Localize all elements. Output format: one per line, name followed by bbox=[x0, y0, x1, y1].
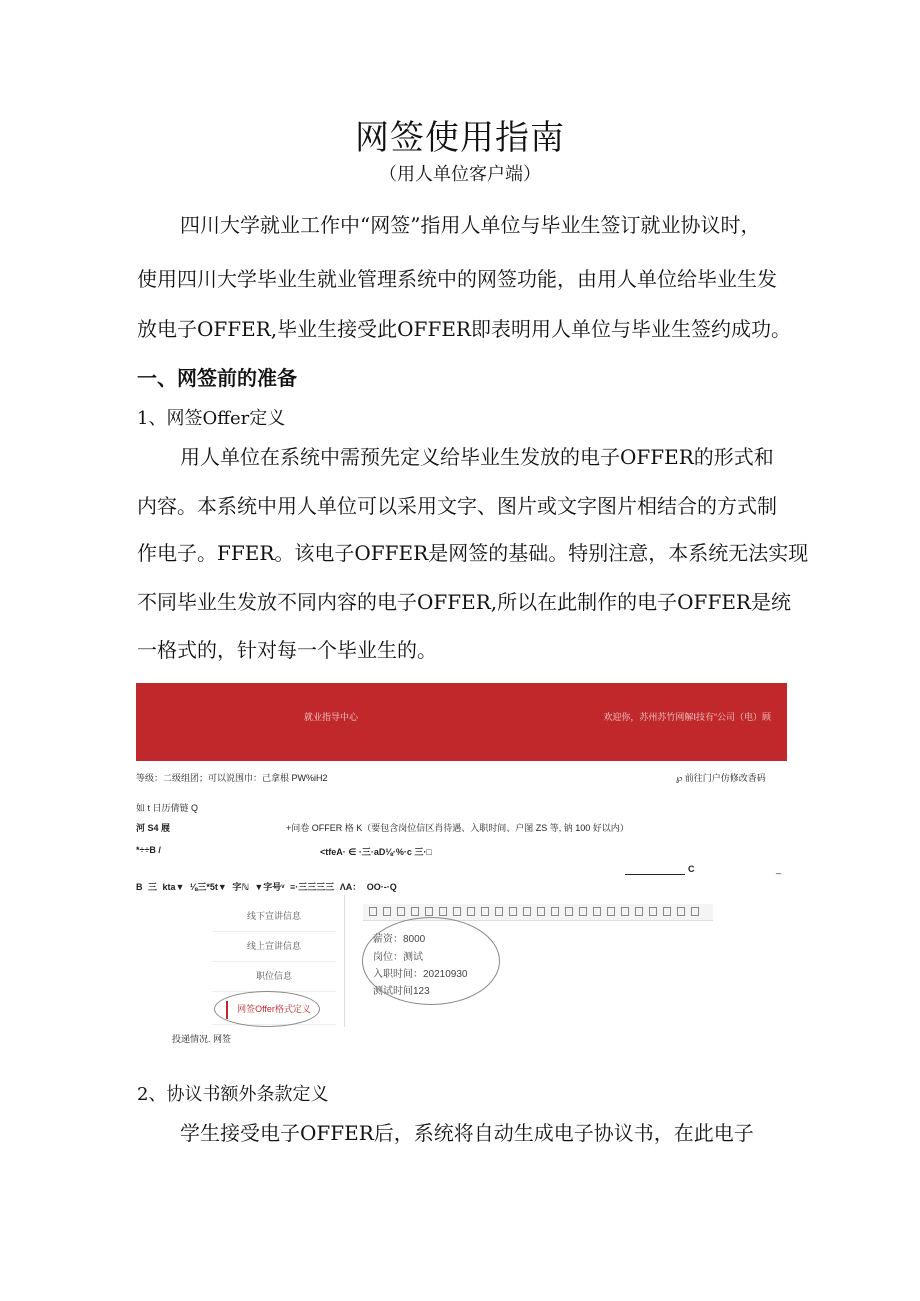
tool-icon[interactable] bbox=[383, 907, 391, 916]
tool-icon[interactable] bbox=[369, 907, 377, 916]
tool-icon[interactable] bbox=[677, 907, 685, 916]
offer-instruction: +问卷 OFFER 格 K（要包含岗位信区肖待遇、入职时间、户图 ZS 等, 钠 100 好以内） bbox=[286, 823, 629, 833]
page-subtitle: （用人单位客户端） bbox=[379, 164, 541, 185]
row-4-c: C bbox=[688, 864, 695, 874]
row-3-left: *÷÷B / bbox=[136, 845, 161, 855]
tool-icon[interactable] bbox=[621, 907, 629, 916]
row-4-dash: _ bbox=[776, 864, 782, 874]
body-line-3: 作电子。FFER。该电子OFFER是网签的基础。特别注意，本系统无法实现 bbox=[137, 541, 809, 565]
tool-icon[interactable] bbox=[397, 907, 405, 916]
tool-icon[interactable] bbox=[551, 907, 559, 916]
intro-line-3: 放电子OFFER,毕业生接受此OFFER即表明用人单位与毕业生签约成功。 bbox=[137, 317, 791, 341]
sidebar-item-positions[interactable]: 职位信息 bbox=[212, 961, 336, 992]
row-2-left: 河 S4 屐 bbox=[136, 823, 171, 833]
tool-icon[interactable] bbox=[481, 907, 489, 916]
row-1: 如 t 日历倩链 Q bbox=[136, 803, 199, 813]
header-banner bbox=[136, 683, 787, 761]
portal-link[interactable]: ℘ 前往门户仿修改香码 bbox=[676, 773, 766, 783]
intro-line-2: 使用四川大学毕业生就业管理系统中的网签功能，由用人单位给毕业生发 bbox=[137, 267, 777, 291]
tool-icon[interactable] bbox=[453, 907, 461, 916]
subsection-heading-1: 1、网签Offer定义 bbox=[137, 408, 286, 429]
tool-icon[interactable] bbox=[467, 907, 475, 916]
editor-line-test: 测试时间123 bbox=[373, 986, 430, 997]
body-line-1: 用人单位在系统中需预先定义给毕业生发放的电子OFFER的形式和 bbox=[180, 445, 774, 469]
page-title: 网签使用指南 bbox=[355, 118, 565, 158]
sidebar-item-online-talk[interactable]: 线上宣讲信息 bbox=[212, 931, 336, 962]
tool-icon[interactable] bbox=[537, 907, 545, 916]
tool-icon[interactable] bbox=[649, 907, 657, 916]
footer-label: 投递情况. 网签 bbox=[172, 1034, 232, 1044]
tool-icon[interactable] bbox=[495, 907, 503, 916]
account-info: 等级：二级组团；可以说围巾：己拿根 PW%iH2 bbox=[136, 773, 328, 783]
tool-icon[interactable] bbox=[523, 907, 531, 916]
banner-center-title: 就业指导中心 bbox=[304, 712, 359, 722]
intro-line-1: 四川大学就业工作中“网签”指用人单位与毕业生签订就业协议时， bbox=[180, 213, 761, 237]
sidebar-item-offline-talk[interactable]: 线下宣讲信息 bbox=[212, 901, 336, 932]
highlight-ellipse bbox=[214, 991, 320, 1027]
sidebar-item-offer-format[interactable]: 网签Offer格式定义 bbox=[212, 994, 336, 1025]
body-line-4: 不同毕业生发放不同内容的电子OFFER,所以在此制作的电子OFFER是统 bbox=[137, 590, 791, 614]
editor-line-position: 岗位：测试 bbox=[373, 952, 423, 963]
divider-line bbox=[625, 874, 685, 875]
tool-icon[interactable] bbox=[691, 907, 699, 916]
tool-icon[interactable] bbox=[607, 907, 615, 916]
body-line-6: 学生接受电子OFFER后，系统将自动生成电子协议书，在此电子 bbox=[180, 1121, 754, 1145]
body-line-5: 一格式的，针对每一个毕业生的。 bbox=[137, 638, 437, 662]
row-3-mid: <tfeA· ∈ ·三·aD⅛·%·c 三·□ bbox=[320, 847, 432, 857]
tool-icon[interactable] bbox=[425, 907, 433, 916]
editor-line-salary: 薪资：8000 bbox=[373, 934, 426, 945]
tool-icon[interactable] bbox=[579, 907, 587, 916]
content-ellipse bbox=[362, 917, 500, 1005]
tool-icon[interactable] bbox=[565, 907, 573, 916]
banner-welcome: 欢迎你，苏州苏竹网解Ⅰ技有“公司（电）顾 bbox=[603, 712, 771, 722]
tool-icon[interactable] bbox=[635, 907, 643, 916]
tool-icon[interactable] bbox=[411, 907, 419, 916]
editor-format-toolbar[interactable]: B 三 kta▼ ⅛三*5t▼ 字ℕ ▼字号ᵛ ≡·三三三三 ΛA： OO·-·Q bbox=[136, 882, 397, 892]
tool-icon[interactable] bbox=[663, 907, 671, 916]
subsection-heading-2: 2、协议书额外条款定义 bbox=[137, 1084, 329, 1105]
tool-icon[interactable] bbox=[593, 907, 601, 916]
body-line-2: 内容。本系统中用人单位可以采用文字、图片或文字图片相结合的方式制 bbox=[137, 494, 777, 518]
tool-icon[interactable] bbox=[439, 907, 447, 916]
editor-line-start-date: 入职时间：20210930 bbox=[373, 969, 468, 980]
section-heading: 一、网签前的准备 bbox=[137, 366, 297, 390]
tool-icon[interactable] bbox=[509, 907, 517, 916]
